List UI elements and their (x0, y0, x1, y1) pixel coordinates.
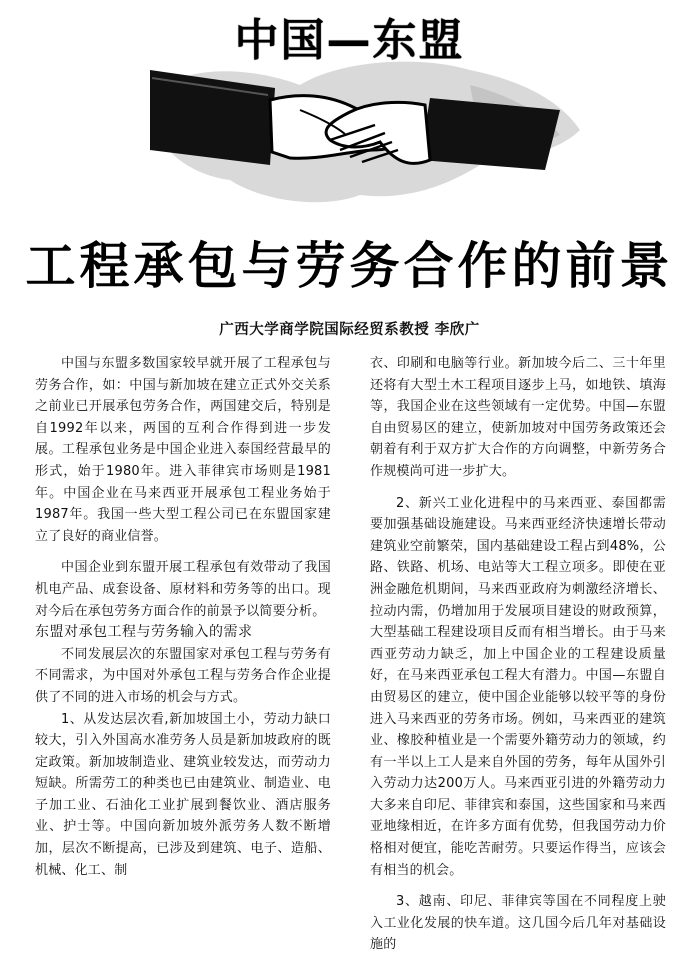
paragraph: 3、越南、印尼、菲律宾等国在不同程度上驶入工业化发展的快车道。这几国今后几年对基础设施的 (370, 894, 666, 953)
paragraph: 2、新兴工业化进程中的马来西亚、泰国都需要加强基础设施建设。马来西亚经济快速增长带动建筑业空前繁荣，国内基础建设工程占到48%，公路、铁路、机场、电站等大工程立项多。即使在亚洲金融危机期间，马来西亚政府为刺激经济增长、拉动内需，仍增加用于发展项目建设的财政预算，大型基础工程建设项目反而有相当增长。由于马来西亚劳动力缺乏，加上中国企业的工程建设质量好，在马来西亚承包工程大有潜力。中国—东盟自由贸易区的建立，使中国企业能够以较平等的身份进入马来西亚的劳务市场。例如，马来西亚的建筑业、橡胶种植业是一个需要外籍劳动力的领域，约有一半以上工人是来自外国的劳务，每年从国外引入劳动力达200万人。马来西亚引进的外籍劳动力大多来自印尼、菲律宾和泰国，这些国家和马来西亚地缘相近，在许多方面有优势，但我国劳动力价格相对便宜，能吃苦耐劳。只要运作得当，应该会有相当的机会。 (370, 495, 666, 878)
paragraph: 不同发展层次的东盟国家对承包工程与劳务有不同需求，为中国对外承包工程与劳务合作企业提供了不同的进入市场的机会与方式。 (35, 646, 331, 705)
header-banner (0, 0, 699, 225)
right-sleeve (420, 98, 560, 170)
section-heading: 东盟对承包工程与劳务输入的需求 (35, 624, 253, 641)
paragraph: 衣、印刷和电脑等行业。新加坡今后二、三十年里还将有大型土木工程项目逐步上马，如地铁、填海等，我国企业在这些领域有一定优势。中国—东盟自由贸易区的建立，使新加坡对中国劳务政策还会朝着有利于双方扩大合作的方向调整，中新劳务合作规模尚可进一步扩大。 (370, 356, 666, 479)
right-column (370, 353, 666, 956)
author-byline: 广西大学商学院国际经贸系教授 李欣广 (219, 322, 480, 338)
paragraph: 中国企业到东盟开展工程承包有效带动了我国机电产品、成套设备、原材料和劳务等的出口。现对今后在承包劳务方面合作的前景予以简要分析。 (35, 560, 331, 619)
paragraph: 1、从发达层次看,新加坡国土小，劳动力缺口较大，引入外国高水准劳务人员是新加坡政府的既定政策。新加坡制造业、建筑业较发达，而劳动力短缺。所需劳工的种类也已由建筑业、制造业、电子加工业、石油化工业扩展到餐饮业、酒店服务业、护士等。中国向新加坡外派劳务人数不断增加，层次不断提高，已涉及到建筑、电子、造船、机械、化工、制 (35, 711, 331, 878)
kicker-title: 中国—东盟 (234, 15, 465, 66)
page-title: 工程承包与劳务合作的前景 (25, 237, 674, 295)
left-column (35, 353, 331, 881)
paragraph: 中国与东盟多数国家较早就开展了工程承包与劳务合作，如：中国与新加坡在建立正式外交关系之前业已开展承包劳务合作，两国建交后，特别是自1992年以来，两国的互利合作得到进一步发展。工程承包业务是中国企业进入泰国经营最早的形式，始于1980年。进入菲律宾市场则是1981年。中国企业在马来西亚开展承包工程业务始于1987年。我国一些大型工程公司已在东盟国家建立了良好的商业信誉。 (35, 356, 331, 544)
